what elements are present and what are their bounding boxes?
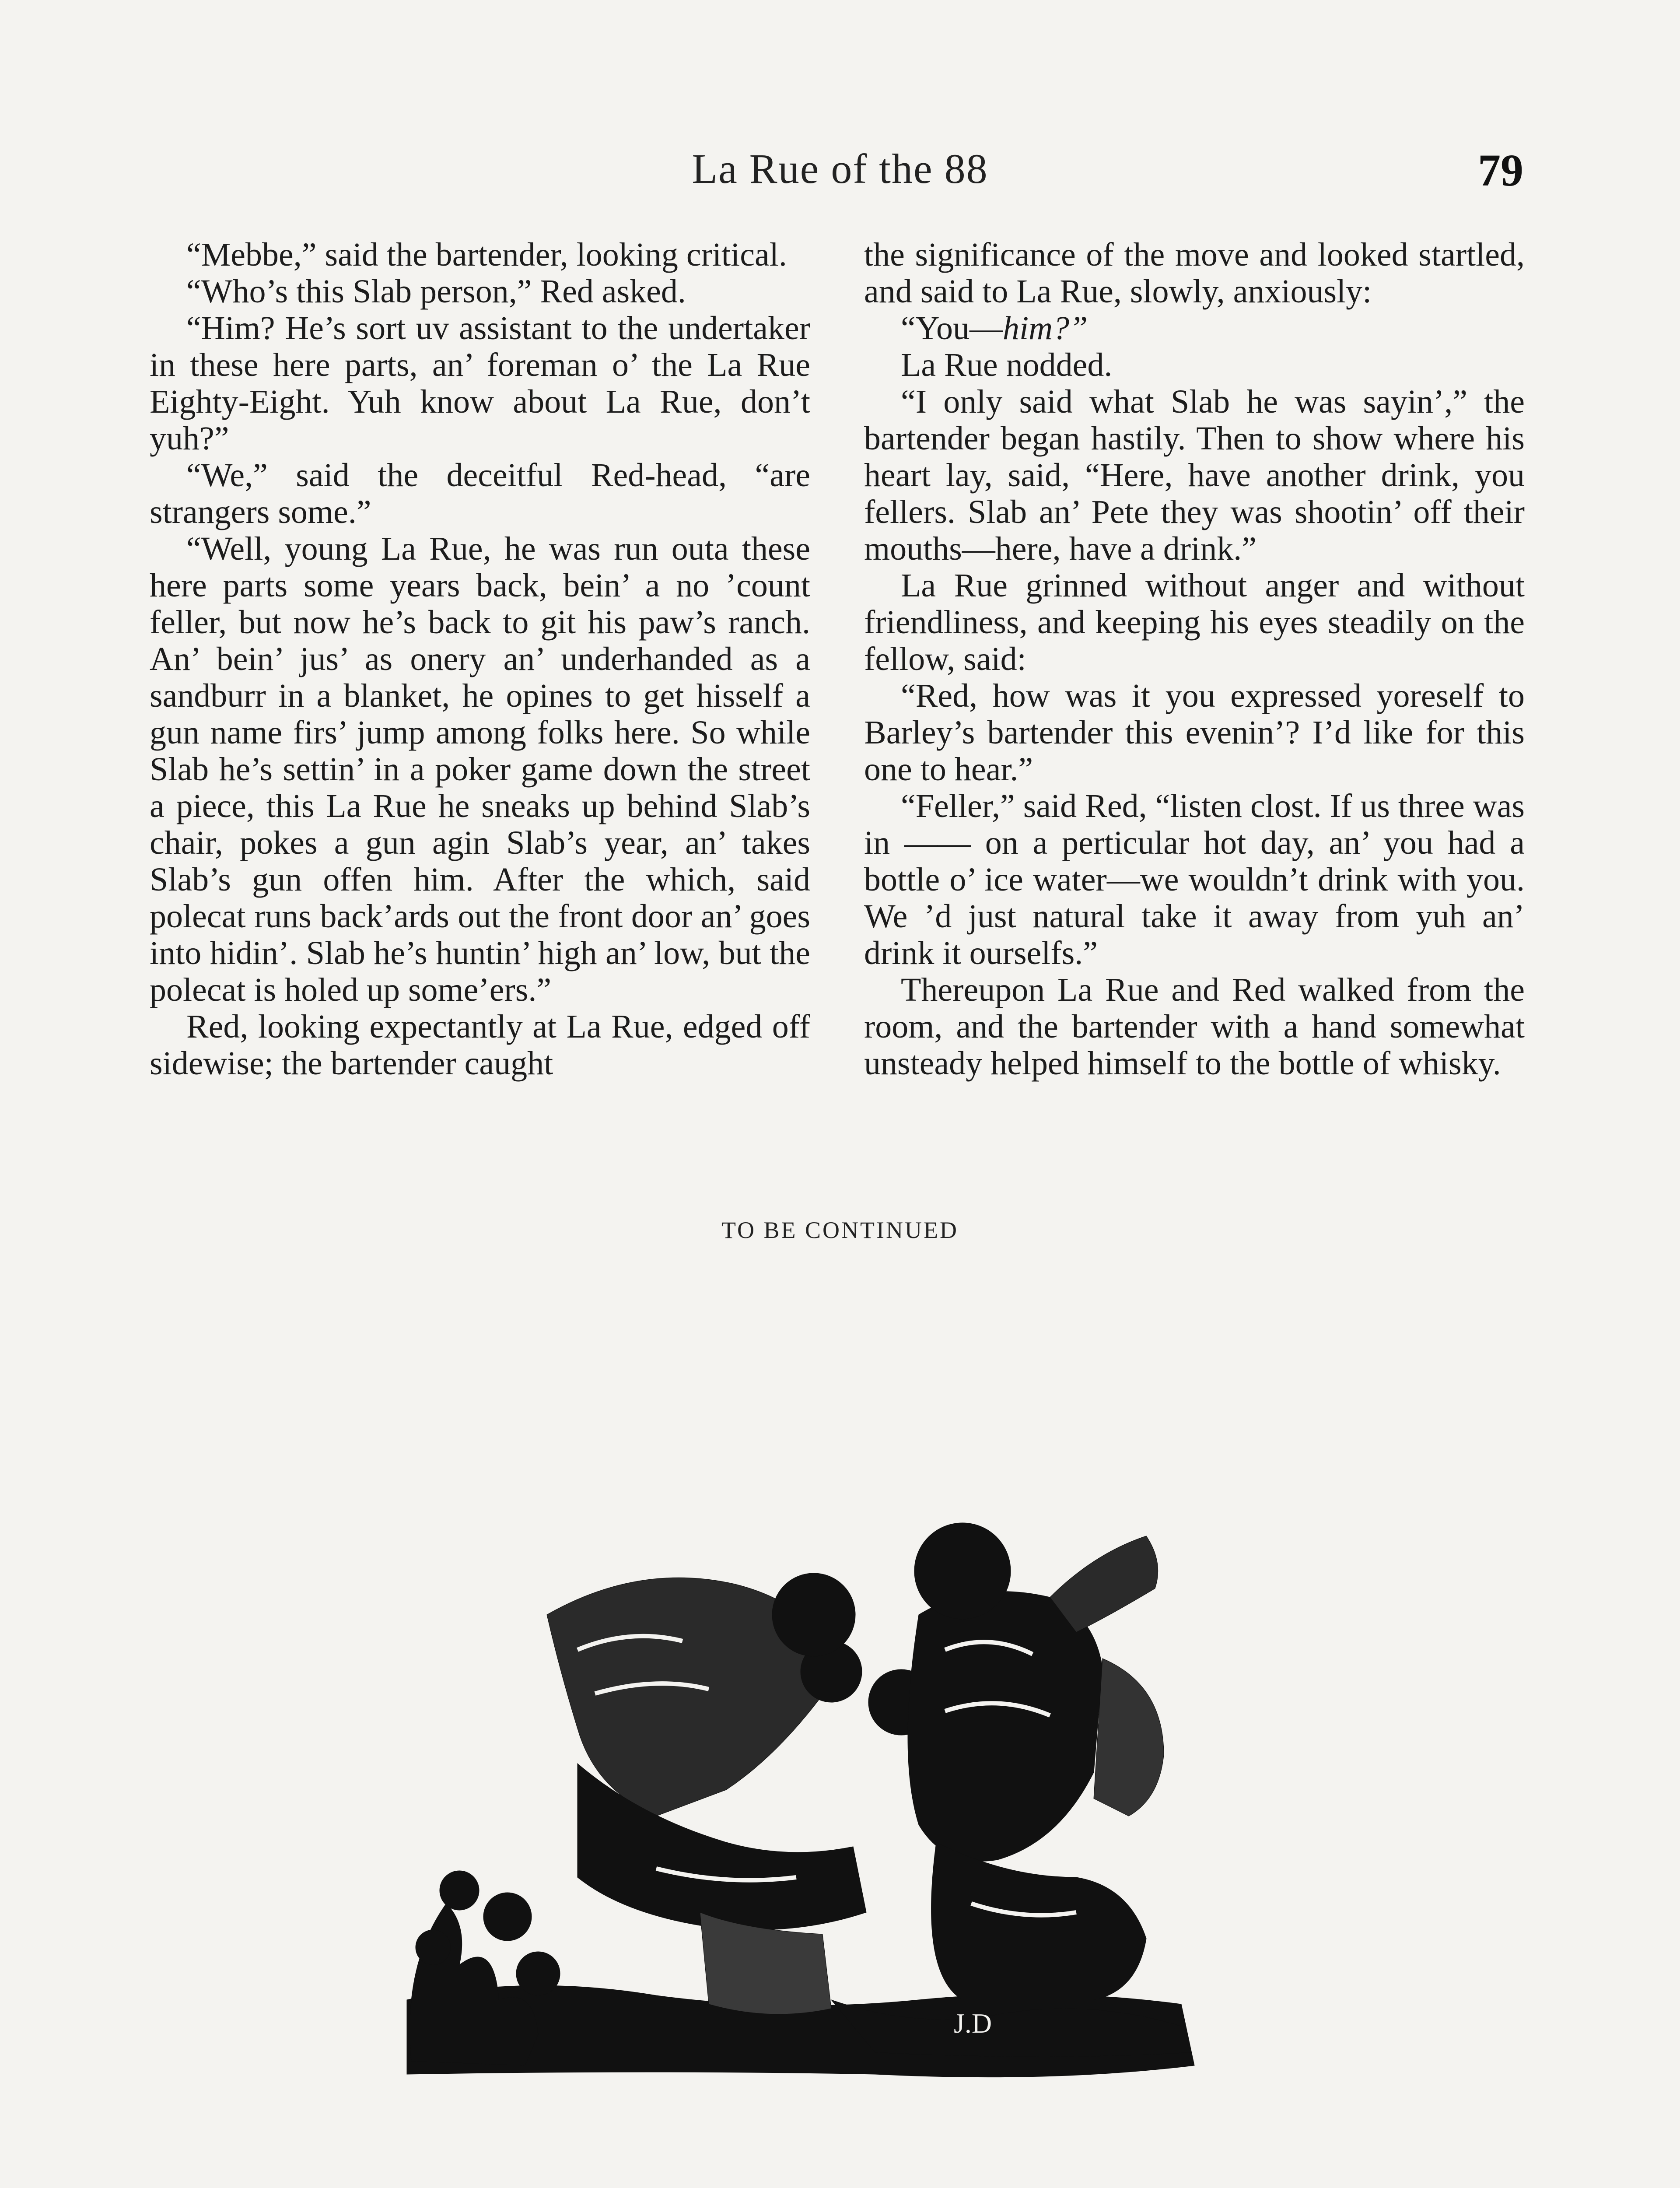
- paragraph: “Him? He’s sort uv assistant to the undertaker in these here parts, an’ foreman o’ the La Rue Eighty-Eight. Yuh know about La Rue, don’t yuh?”: [150, 310, 810, 457]
- him-italic-text: him?”: [1003, 310, 1088, 347]
- paragraph: “Well, young La Rue, he was run outa these here parts some years back, bein’ a no ’count feller, but now he’s back to git his paw’s ranch. An’ bein’ jus’ as onery an’ underhanded as a sandburr in a blanket, he opines to get hisself a gun name firs’ jump among folks here. So while Slab he’s settin’ in a poker game down the street a piece, this La Rue he sneaks up behind Slab’s chair, pokes a gun agin Slab’s year, an’ takes Slab’s gun offen him. After the which, said polecat runs back’ards out the front door an’ goes into hidin’. Slab he’s huntin’ high an’ low, but the polecat is holed up some’ers.”: [150, 530, 810, 1008]
- right-fighter-head: [914, 1523, 1011, 1619]
- paragraph: “I only said what Slab he was sayin’,” the bartender began hastily. Then to show where his heart lay, said, “Here, have another drink, you fellers. Slab an’ Pete they was shootin’ off their mouths—here, have a drink.”: [864, 383, 1525, 567]
- paragraph: La Rue grinned without anger and without friendliness, and keeping his eyes steadily on the fellow, said:: [864, 567, 1525, 677]
- right-fighter-raised-arm: [1050, 1536, 1158, 1632]
- paragraph: “Feller,” said Red, “listen clost. If us three was in —— on a perticular hot day, an’ you had a bottle o’ ice water—we wouldn’t drink with you. We ’d just natural take it away from yuh an’ drink it ourselfs.”: [864, 788, 1525, 971]
- right-fighter-legs: [931, 1842, 1146, 2000]
- leaf: [416, 1930, 451, 1965]
- left-text-column: [150, 236, 810, 1082]
- right-text-column: [864, 236, 1525, 1082]
- paragraph-you-him: [864, 310, 1525, 347]
- to-be-continued-notice: TO BE CONTINUED: [721, 1217, 959, 1243]
- continued-paragraph: the significance of the move and looked startled, and said to La Rue, slowly, anxiously:: [864, 236, 1525, 310]
- you-text: “You—: [901, 310, 1003, 347]
- paragraph: “Who’s this Slab person,” Red asked.: [186, 273, 686, 310]
- right-fighter-back-leg: [1094, 1659, 1164, 1816]
- leaf: [483, 1893, 532, 1941]
- paragraph: Red, looking expectantly at La Rue, edged off sidewise; the bartender caught: [150, 1008, 810, 1082]
- right-fighter-torso: [908, 1592, 1102, 1862]
- paragraph: “Red, how was it you expressed yoreself to Barley’s bartender this evenin’? I’d like for this one to hear.”: [864, 677, 1525, 788]
- paragraph: “We,” said the deceitful Red-head, “are strangers some.”: [150, 457, 810, 530]
- paragraph: Thereupon La Rue and Red walked from the room, and the bartender with a hand somewhat unsteady helped himself to the bottle of whisky.: [864, 971, 1525, 1082]
- page-number: 79: [1478, 145, 1523, 196]
- leaf: [440, 1871, 479, 1910]
- leaf: [516, 1952, 560, 1995]
- running-title: La Rue of the 88: [692, 145, 988, 192]
- left-fighter-head: [772, 1573, 855, 1656]
- paragraph: La Rue nodded.: [901, 347, 1113, 383]
- fight-illustration: [394, 1483, 1317, 2092]
- artist-signature: J.D: [954, 2008, 992, 2039]
- paragraph: “Mebbe,” said the bartender, looking critical.: [186, 236, 787, 273]
